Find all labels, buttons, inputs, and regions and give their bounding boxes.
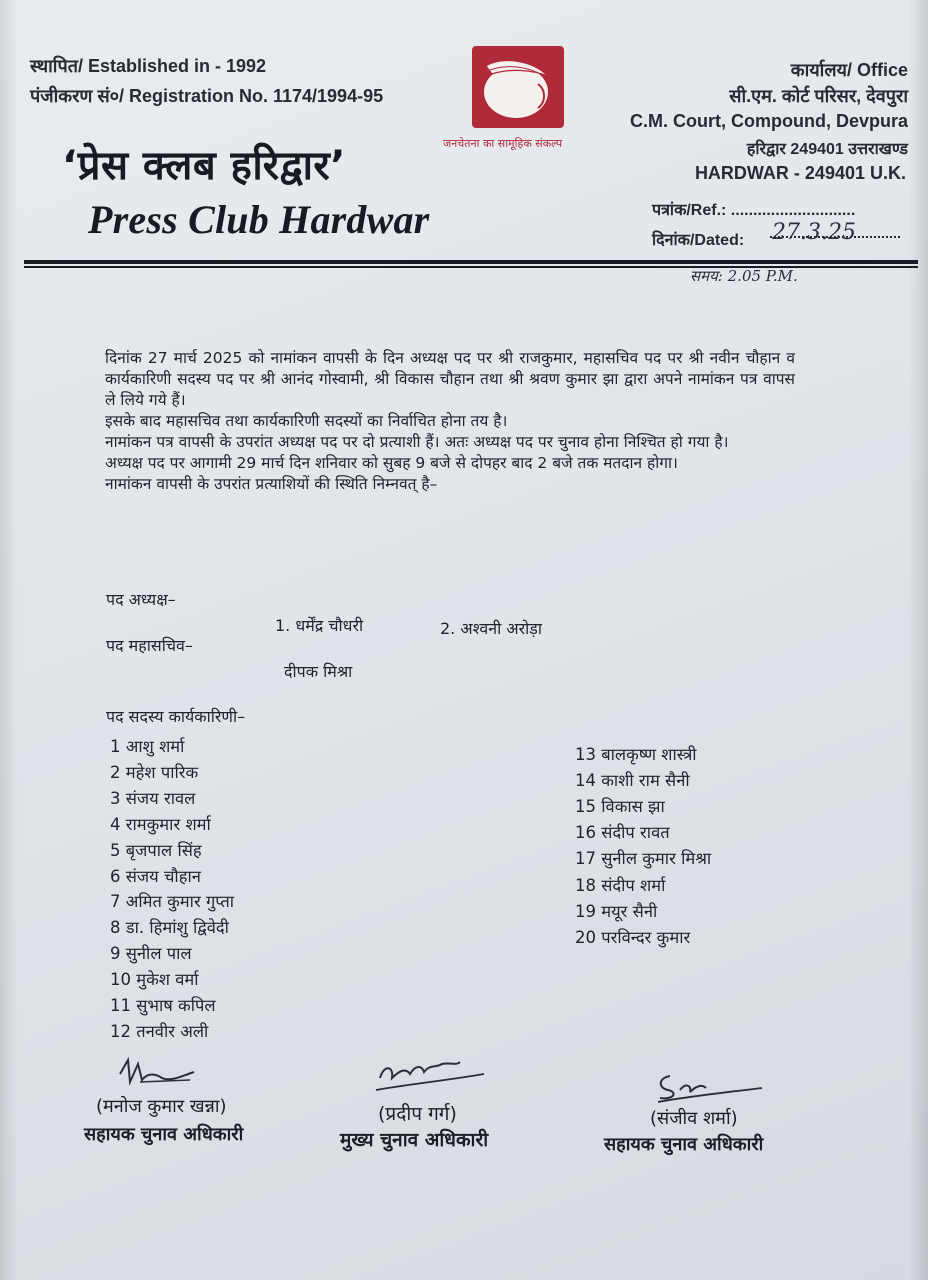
executive-member-item: 1 आशु शर्मा [110,737,185,756]
paper-shadow-left [0,0,18,1280]
signature-2-scribble [370,1054,490,1102]
handwritten-time: समय: 2.05 P.M. [690,267,798,285]
handwritten-date: 27.3.25 [772,220,856,245]
executive-member-item: 6 संजय चौहान [110,866,201,886]
executive-member-item: 15 विकास झा [575,797,665,817]
title-hindi: ‘प्रेस क्लब हरिद्वार’ [62,143,346,189]
executive-member-item: 14 काशी राम सैनी [575,771,690,791]
executive-member-item: 18 संदीप शर्मा [575,875,666,895]
secretary-label: पद महासचिव– [106,636,193,655]
executive-member-item: 7 अमित कुमार गुप्ता [110,892,234,912]
paragraph-election-certain: नामांकन पत्र वापसी के उपरांत अध्यक्ष पद पर दो प्रत्याशी हैं। अतः अध्यक्ष पद पर चुनाव होना निश्चित हो गया है। [105,433,729,451]
executive-member-item: 2 महेश पारिक [110,762,199,782]
paragraph-voting-time: अध्यक्ष पद पर आगामी 29 मार्च दिन शनिवार को सुबह 9 बजे से दोपहर बाद 2 बजे तक मतदान होगा। [105,454,678,472]
address-city-line: HARDWAR - 249401 U.K. [694,163,906,183]
executive-member-item: 17 सुनील कुमार मिश्रा [575,849,712,869]
paper-shadow-right [908,0,928,1280]
executive-member-item: 10 मुकेश वर्मा [110,970,199,990]
executive-member-item: 5 बृजपाल सिंह [110,840,202,860]
signatory-2-name: (प्रदीप गर्ग) [378,1103,457,1125]
established-line: स्थापित/ Established in - 1992 [30,56,267,76]
executive-member-item: 9 सुनील पाल [110,944,192,964]
executive-member-item: 8 डा. हिमांशु द्विवेदी [110,918,229,938]
paragraph-withdrawal: दिनांक 27 मार्च 2025 को नामांकन वापसी के दिन अध्यक्ष पद पर श्री राजकुमार, महासचिव पद पर श्री नवीन चौहान व कार्यकारिणी सदस्य पद पर श्री आनंद गोस्वामी, श्री विकास चौहान तथा श्री श्रवण कुमार झा द्वारा अपने नामांकन पत्र वापस ले लिये गये हैं। [105,349,795,409]
date-label: दिनांक/Dated: [652,232,745,249]
president-label: पद अध्यक्ष– [106,590,176,609]
executive-member-item: 19 मयूर सैनी [575,901,658,921]
executive-member-item: 4 रामकुमार शर्मा [110,814,211,834]
signatory-3-role: सहायक चुनाव अधिकारी [604,1134,764,1155]
registration-line: पंजीकरण सं०/ Registration No. 1174/1994-95 [30,86,384,106]
executive-member-item: 13 बालकृष्ण शास्त्री [575,745,697,764]
secretary-candidate: दीपक मिश्रा [284,662,353,681]
president-candidate-1: 1. धर्मेंद्र चौधरी [275,616,364,635]
signature-1-scribble [112,1052,202,1094]
ref-line: पत्रांक/Ref.: ............................ [652,202,856,219]
address-english-line: C.M. Court, Compound, Devpura [630,111,908,131]
executive-member-item: 3 संजय रावल [110,788,196,808]
executive-member-item: 20 परविन्दर कुमार [575,927,691,947]
executive-member-item: 16 संदीप रावत [575,823,670,843]
logo-tagline: जनचेतना का सामूहिक संकल्प [443,137,563,150]
address-hindi-line-1: सी.एम. कोर्ट परिसर, देवपुरा [729,86,908,106]
executive-member-item: 12 तनवीर अली [110,1021,209,1041]
address-hindi-line-2: हरिद्वार 249401 उत्तराखण्ड [746,141,908,158]
paragraph-status-intro: नामांकन वापसी के उपरांत प्रत्याशियों की स्थिति निम्नवत् है– [105,475,438,493]
signatory-1-role: सहायक चुनाव अधिकारी [84,1124,244,1145]
press-club-logo [472,46,564,128]
header-rule-thick [24,260,918,264]
executive-label: पद सदस्य कार्यकारिणी– [106,707,246,726]
paragraph-elected: इसके बाद महासचिव तथा कार्यकारिणी सदस्यों का निर्वाचित होना तय है। [105,412,508,430]
president-candidate-2: 2. अश्वनी अरोड़ा [440,619,542,638]
signature-3-scribble [650,1064,770,1108]
signatory-2-role: मुख्य चुनाव अधिकारी [340,1129,489,1151]
office-label: कार्यालय/ Office [790,60,908,80]
executive-member-item: 11 सुभाष कपिल [110,996,216,1015]
notice-body [105,348,795,495]
signatory-1-name: (मनोज कुमार खन्ना) [96,1096,227,1117]
signatory-3-name: (संजीव शर्मा) [650,1108,738,1129]
logo-quill-icon [472,46,564,128]
title-english: Press Club Hardwar [88,197,430,242]
